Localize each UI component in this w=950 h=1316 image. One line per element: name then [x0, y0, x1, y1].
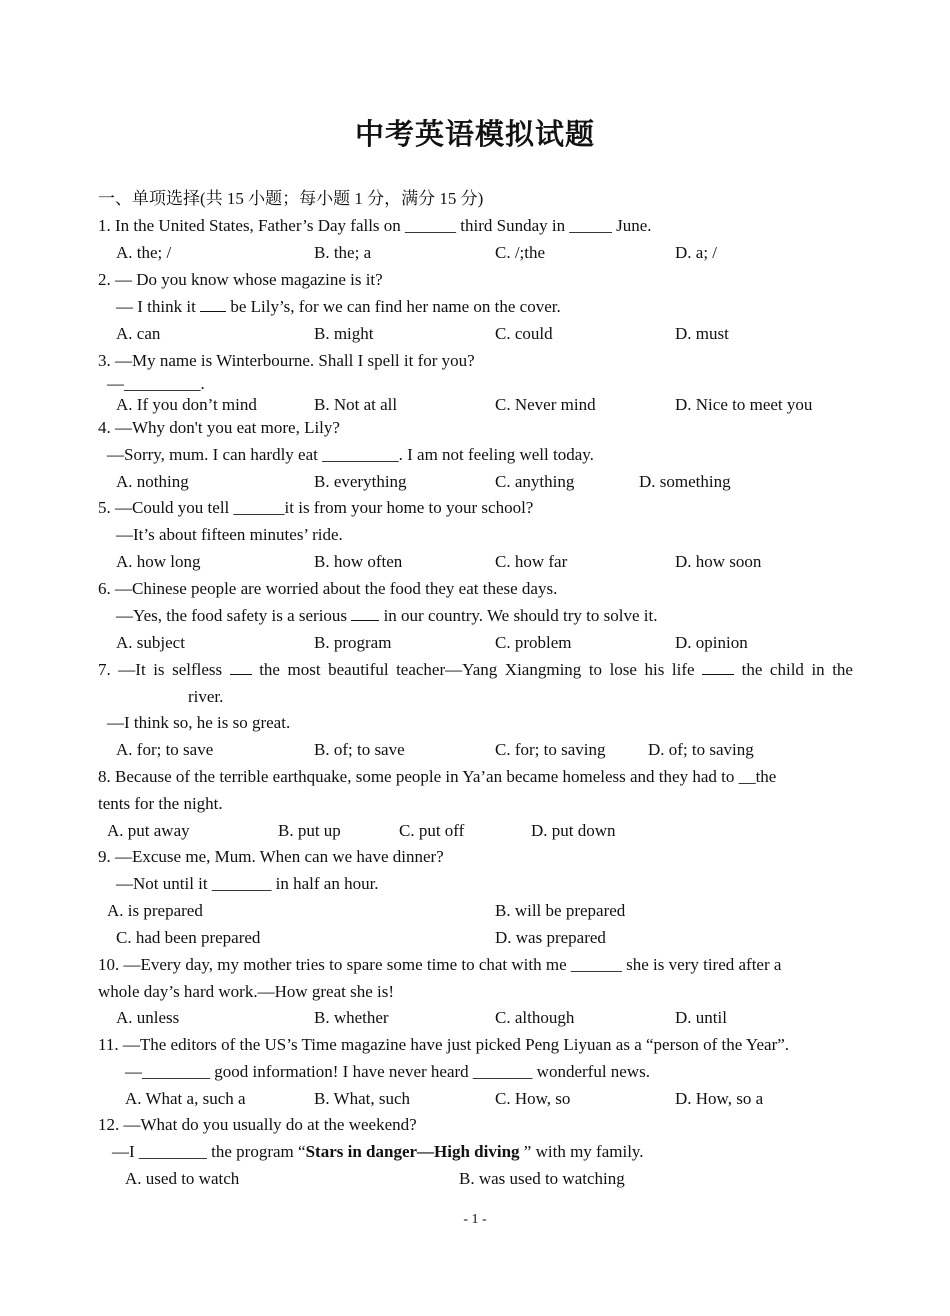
question-6-line-2: —Yes, the food safety is a serious in our country. We should try to solve it. [116, 606, 658, 625]
question-10-line-2: whole day’s hard work.—How great she is! [98, 982, 395, 1001]
question-2-line-1: 2. — Do you know whose magazine is it? [98, 270, 383, 289]
question-8-line-2: tents for the night. [98, 794, 223, 813]
question-7-option-d: D. of; to saving [648, 740, 754, 759]
question-5-line-1: 5. —Could you tell ______it is from your home to your school? [98, 498, 534, 517]
question-12-option-b: B. was used to watching [459, 1169, 625, 1188]
question-9-option-a: A. is prepared [107, 901, 203, 920]
question-4-line-1: 4. —Why don't you eat more, Lily? [98, 418, 340, 437]
question-1-stem: 1. In the United States, Father’s Day falls on ______ third Sunday in _____ June. [98, 216, 652, 235]
question-5-line-2: —It’s about fifteen minutes’ ride. [116, 525, 343, 544]
question-6-line-1: 6. —Chinese people are worried about the food they eat these days. [98, 579, 558, 598]
question-5-option-b: B. how often [314, 552, 403, 571]
question-7-line-1: 7. —It is selfless the most beautiful teacher—Yang Xiangming to lose his life the child in the [98, 660, 853, 679]
question-10-option-c: C. although [495, 1008, 575, 1027]
question-4-option-b: B. everything [314, 472, 407, 491]
question-9-option-d: D. was prepared [495, 928, 606, 947]
answer-blank [351, 606, 379, 621]
question-2-option-b: B. might [314, 324, 374, 343]
question-4-option-a: A. nothing [116, 472, 189, 491]
question-4-line-2: —Sorry, mum. I can hardly eat _________. I am not feeling well today. [107, 445, 594, 464]
page-number: - 1 - [463, 1212, 487, 1227]
question-6-option-d: D. opinion [675, 633, 748, 652]
question-1-option-c: C. /;the [495, 243, 546, 262]
answer-blank [702, 660, 734, 675]
question-11-option-d: D. How, so a [675, 1089, 764, 1108]
question-8-option-b: B. put up [278, 821, 341, 840]
question-9-option-b: B. will be prepared [495, 901, 626, 920]
question-3-option-d: D. Nice to meet you [675, 395, 813, 414]
question-6-option-b: B. program [314, 633, 392, 652]
question-9-line-1: 9. —Excuse me, Mum. When can we have dinner? [98, 847, 444, 866]
question-10-option-b: B. whether [314, 1008, 389, 1027]
question-6-option-a: A. subject [116, 633, 185, 652]
question-7-line-1-cont: river. [188, 687, 224, 706]
question-9-option-c: C. had been prepared [116, 928, 261, 947]
question-12-line-1: 12. —What do you usually do at the weekend? [98, 1115, 417, 1134]
answer-blank [230, 660, 252, 675]
question-1-option-d: D. a; / [675, 243, 718, 262]
question-4-option-d: D. something [639, 472, 731, 491]
question-2-option-c: C. could [495, 324, 553, 343]
section-heading: 一、单项选择(共 15 小题；每小题 1 分，满分 15 分) [98, 189, 484, 208]
question-3-line-2: —_________. [107, 374, 205, 393]
question-2-option-a: A. can [116, 324, 161, 343]
question-7-option-c: C. for; to saving [495, 740, 606, 759]
question-3-option-b: B. Not at all [314, 395, 398, 414]
question-10-line-1: 10. —Every day, my mother tries to spare some time to chat with me ______ she is very tired after a [98, 955, 782, 974]
question-8-option-d: D. put down [531, 821, 616, 840]
question-11-option-a: A. What a, such a [125, 1089, 246, 1108]
question-11-line-1: 11. —The editors of the US’s Time magazine have just picked Peng Liyuan as a “person of the Year”. [98, 1035, 790, 1054]
question-10-option-a: A. unless [116, 1008, 180, 1027]
question-11-option-b: B. What, such [314, 1089, 411, 1108]
question-11-line-2: —________ good information! I have never heard _______ wonderful news. [125, 1062, 650, 1081]
question-4-option-c: C. anything [495, 472, 575, 491]
question-2-line-2: — I think it be Lily’s, for we can find her name on the cover. [116, 297, 561, 316]
program-title: Stars in danger—High diving [305, 1142, 520, 1161]
question-3-option-c: C. Never mind [495, 395, 596, 414]
question-7-line-2: —I think so, he is so great. [107, 713, 291, 732]
answer-blank [200, 297, 226, 312]
question-9-line-2: —Not until it _______ in half an hour. [116, 874, 379, 893]
question-2-option-d: D. must [675, 324, 729, 343]
question-5-option-c: C. how far [495, 552, 568, 571]
question-8-line-1: 8. Because of the terrible earthquake, some people in Ya’an became homeless and they had to __the [98, 767, 777, 786]
question-11-option-c: C. How, so [495, 1089, 571, 1108]
question-3-option-a: A. If you don’t mind [116, 395, 257, 414]
question-7-option-a: A. for; to save [116, 740, 214, 759]
question-8-option-c: C. put off [399, 821, 465, 840]
question-12-line-2: —I ________ the program “Stars in danger—High diving ” with my family. [112, 1142, 644, 1161]
question-5-option-a: A. how long [116, 552, 201, 571]
question-8-option-a: A. put away [107, 821, 190, 840]
question-5-option-d: D. how soon [675, 552, 762, 571]
question-1-option-b: B. the; a [314, 243, 372, 262]
question-7-option-b: B. of; to save [314, 740, 405, 759]
question-3-line-1: 3. —My name is Winterbourne. Shall I spell it for you? [98, 351, 475, 370]
question-6-option-c: C. problem [495, 633, 572, 652]
page-title: 中考英语模拟试题 [354, 117, 595, 151]
question-12-option-a: A. used to watch [125, 1169, 240, 1188]
question-1-option-a: A. the; / [116, 243, 172, 262]
question-10-option-d: D. until [675, 1008, 727, 1027]
